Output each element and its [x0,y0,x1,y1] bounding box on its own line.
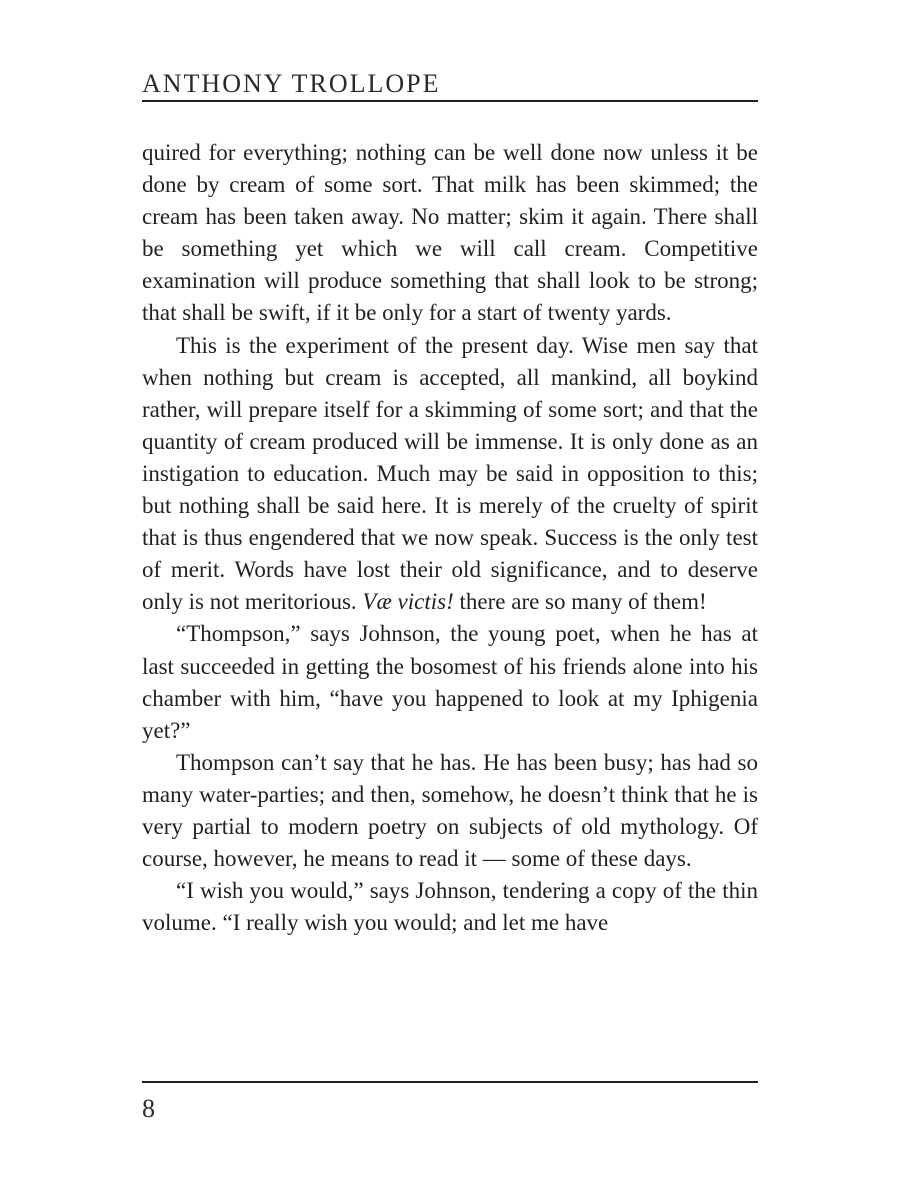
paragraph-3: “Thompson,” says Johnson, the young poet, when he has at last succeeded in getting the bosomest of his friends alone into his chamber with him, “have you happened to look at my Iphigenia yet?” [142,621,758,743]
running-head: ANTHONY TROLLOPE [142,69,441,98]
paragraph-2-end: there are so many of them! [453,589,707,615]
page-number: 8 [142,1094,155,1123]
page-body [142,137,758,939]
paragraph-5: “I wish you would,” says Johnson, tendering a copy of the thin volume. “I really wish you would; and let me have [142,878,758,936]
paragraph-1: quired for everything; nothing can be well done now unless it be done by cream of some sort. That milk has been skimmed; the cream has been taken away. No matter; skim it again. There shall be something yet which we will call cream. Competitive examination will produce something that shall look to be strong; that shall be swift, if it be only for a start of twenty yards. [142,140,758,326]
latin-phrase: Væ victis! [362,589,454,615]
paragraph-2 [142,330,758,619]
paragraph-4: Thompson can’t say that he has. He has been busy; has had so many water-parties; and then, somehow, he doesn’t think that he is very partial to modern poetry on subjects of old mythology. Of course, however, he means to read it — some of these days. [142,749,758,872]
header-rule [142,100,758,102]
paragraph-2-text: This is the experiment of the present day. Wise men say that when nothing but cream is accepted, all mankind, all boykind rather, will prepare itself for a skimming of some sort; and that the quantity of cream produced will be immense. It is only done as an instigation to education. Much may be said in opposition to this; but nothing shall be said here. It is merely of the cruelty of spirit that is thus engendered that we now speak. Success is the only test of merit. Words have lost their old significance, and to deserve only is not meritorious. [142,332,758,615]
footer-rule [142,1081,758,1083]
